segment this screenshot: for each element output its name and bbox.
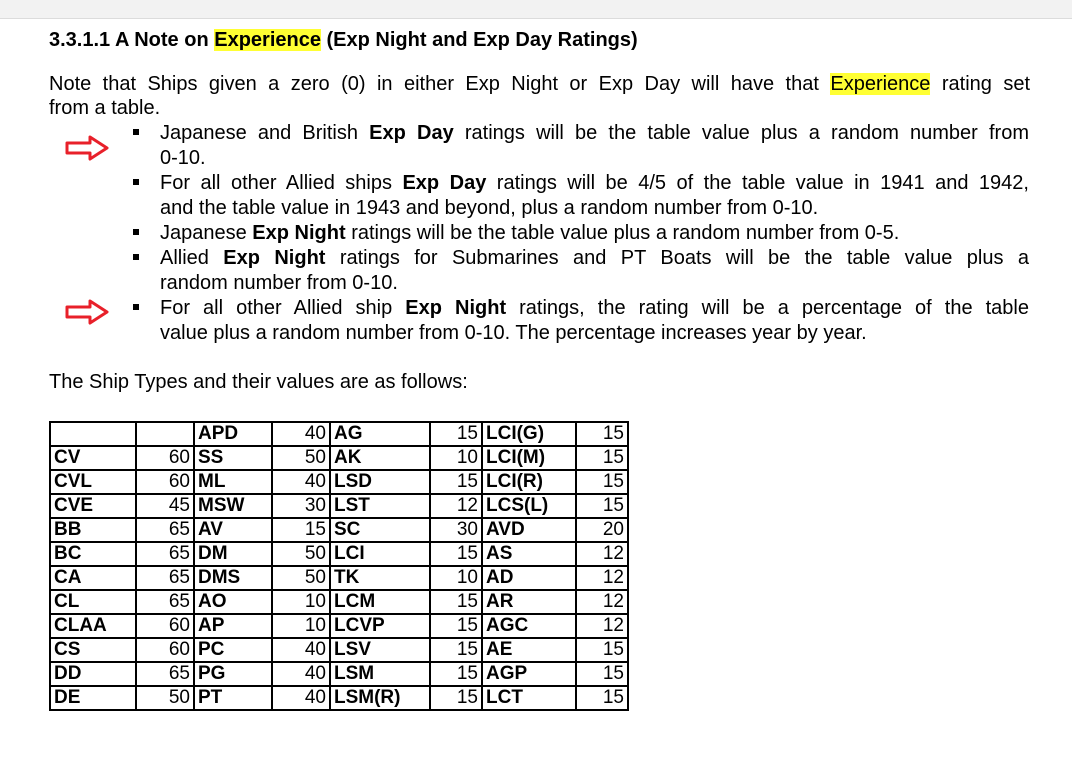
ship-value-cell: 15 (272, 518, 330, 542)
ship-value-cell: 50 (272, 542, 330, 566)
ship-value-cell: 15 (430, 686, 482, 710)
ship-type-cell: LSM(R) (330, 686, 430, 710)
ship-value-cell: 15 (576, 446, 628, 470)
ship-type-cell: PG (194, 662, 272, 686)
table-row (50, 470, 628, 494)
ship-type-cell: TK (330, 566, 430, 590)
ship-type-cell: MSW (194, 494, 272, 518)
ship-type-cell: LSD (330, 470, 430, 494)
ship-type-cell: AG (330, 422, 430, 446)
table-row (50, 590, 628, 614)
ship-value-cell: 12 (576, 614, 628, 638)
bullet-icon (133, 304, 139, 310)
ship-value-cell: 10 (430, 566, 482, 590)
ship-value-cell: 40 (272, 686, 330, 710)
table-row (50, 518, 628, 542)
ship-type-cell: CS (50, 638, 136, 662)
list-item: Japanese Exp Night ratings will be the table value plus a random number from 0-5. (160, 221, 1029, 246)
table-row (50, 686, 628, 710)
list-item: For all other Allied ship Exp Night ratings, the rating will be a percentage of the table value plus a random number from 0-10. The percentage increases year by year. (160, 296, 1029, 346)
ship-type-cell: CVE (50, 494, 136, 518)
ship-type-cell: BB (50, 518, 136, 542)
table-row (50, 614, 628, 638)
ship-value-cell: 12 (576, 566, 628, 590)
ship-value-cell: 50 (272, 446, 330, 470)
ship-type-cell: APD (194, 422, 272, 446)
table-row (50, 542, 628, 566)
ship-type-cell: AGC (482, 614, 576, 638)
ship-value-cell: 15 (576, 422, 628, 446)
ship-type-cell: AV (194, 518, 272, 542)
list-item: Allied Exp Night ratings for Submarines and PT Boats will be the table value plus a random number from 0-10. (160, 246, 1029, 296)
ship-value-cell: 60 (136, 446, 194, 470)
ship-type-cell: AS (482, 542, 576, 566)
bullet-icon (133, 229, 139, 235)
ship-type-cell: LCI(R) (482, 470, 576, 494)
ship-type-cell: PT (194, 686, 272, 710)
ship-value-cell: 65 (136, 518, 194, 542)
ship-value-cell: 40 (272, 470, 330, 494)
ship-value-cell: 15 (576, 686, 628, 710)
bullet-icon (133, 254, 139, 260)
ship-value-cell (136, 422, 194, 446)
search-highlight: Experience (830, 73, 931, 95)
ship-type-cell: AK (330, 446, 430, 470)
ship-value-cell: 15 (430, 662, 482, 686)
ship-value-cell: 65 (136, 590, 194, 614)
ship-value-cell: 12 (430, 494, 482, 518)
ship-type-cell: LCS(L) (482, 494, 576, 518)
ship-value-cell: 40 (272, 422, 330, 446)
ship-type-cell: SC (330, 518, 430, 542)
table-intro: The Ship Types and their values are as follows: (49, 371, 468, 393)
ship-value-cell: 10 (272, 614, 330, 638)
ship-type-table (49, 421, 629, 711)
red-outline-right-arrow-icon (64, 134, 110, 162)
bullet-icon (133, 179, 139, 185)
ship-value-cell: 40 (272, 638, 330, 662)
ship-value-cell: 15 (576, 638, 628, 662)
ship-type-cell: AGP (482, 662, 576, 686)
ship-type-cell: CL (50, 590, 136, 614)
ship-type-cell: AR (482, 590, 576, 614)
ship-value-cell: 15 (430, 638, 482, 662)
list-item: For all other Allied ships Exp Day ratings will be 4/5 of the table value in 1941 and 1942, and the table value in 1943 and beyond, plus a random number from 0-10. (160, 171, 1029, 221)
ship-type-cell: CVL (50, 470, 136, 494)
ship-value-cell: 50 (272, 566, 330, 590)
table-row (50, 494, 628, 518)
ship-value-cell: 15 (430, 590, 482, 614)
ship-value-cell: 60 (136, 614, 194, 638)
ship-value-cell: 15 (430, 614, 482, 638)
ship-type-cell: AVD (482, 518, 576, 542)
ship-type-cell: DD (50, 662, 136, 686)
experience-rules-list (160, 121, 1029, 346)
ship-type-cell: AP (194, 614, 272, 638)
ship-type-cell: LCVP (330, 614, 430, 638)
ship-value-cell: 60 (136, 470, 194, 494)
ship-type-cell: CLAA (50, 614, 136, 638)
ship-type-cell: PC (194, 638, 272, 662)
ship-type-cell: LSV (330, 638, 430, 662)
table-row (50, 638, 628, 662)
ship-value-cell: 10 (430, 446, 482, 470)
ship-type-cell: DE (50, 686, 136, 710)
ship-value-cell: 15 (576, 494, 628, 518)
ship-value-cell: 12 (576, 590, 628, 614)
ship-type-cell: LCI(M) (482, 446, 576, 470)
ship-type-cell: AD (482, 566, 576, 590)
ship-value-cell: 15 (430, 542, 482, 566)
ship-type-cell: BC (50, 542, 136, 566)
ship-type-cell: LSM (330, 662, 430, 686)
list-item: Japanese and British Exp Day ratings will be the table value plus a random number from 0-10. (160, 121, 1029, 171)
ship-type-cell: ML (194, 470, 272, 494)
ship-value-cell: 15 (576, 662, 628, 686)
ship-value-cell: 40 (272, 662, 330, 686)
ship-type-cell: CV (50, 446, 136, 470)
ship-type-cell (50, 422, 136, 446)
search-highlight: Experience (214, 29, 321, 51)
ship-value-cell: 15 (430, 422, 482, 446)
ship-value-cell: 15 (430, 470, 482, 494)
ship-type-cell: LCI (330, 542, 430, 566)
ship-value-cell: 10 (272, 590, 330, 614)
table-row (50, 662, 628, 686)
ship-value-cell: 65 (136, 542, 194, 566)
ship-value-cell: 65 (136, 566, 194, 590)
ship-value-cell: 60 (136, 638, 194, 662)
ship-type-cell: DM (194, 542, 272, 566)
ship-type-cell: SS (194, 446, 272, 470)
ship-type-cell: LCI(G) (482, 422, 576, 446)
viewer-top-bar (0, 0, 1072, 19)
ship-value-cell: 50 (136, 686, 194, 710)
ship-type-cell: LCT (482, 686, 576, 710)
ship-value-cell: 45 (136, 494, 194, 518)
bullet-icon (133, 129, 139, 135)
ship-value-cell: 12 (576, 542, 628, 566)
ship-value-cell: 30 (272, 494, 330, 518)
ship-value-cell: 15 (576, 470, 628, 494)
ship-type-cell: DMS (194, 566, 272, 590)
table-row (50, 566, 628, 590)
ship-type-cell: AO (194, 590, 272, 614)
ship-value-cell: 30 (430, 518, 482, 542)
table-row (50, 446, 628, 470)
table-row (50, 422, 628, 446)
ship-value-cell: 65 (136, 662, 194, 686)
ship-value-cell: 20 (576, 518, 628, 542)
ship-type-cell: LCM (330, 590, 430, 614)
intro-paragraph: Note that Ships given a zero (0) in either Exp Night or Exp Day will have that Experience rating set from a table. (49, 73, 1030, 119)
section-heading: 3.3.1.1 A Note on Experience (Exp Night and Exp Day Ratings) (49, 29, 638, 51)
red-outline-right-arrow-icon (64, 298, 110, 326)
ship-type-cell: LST (330, 494, 430, 518)
ship-type-cell: CA (50, 566, 136, 590)
ship-type-cell: AE (482, 638, 576, 662)
